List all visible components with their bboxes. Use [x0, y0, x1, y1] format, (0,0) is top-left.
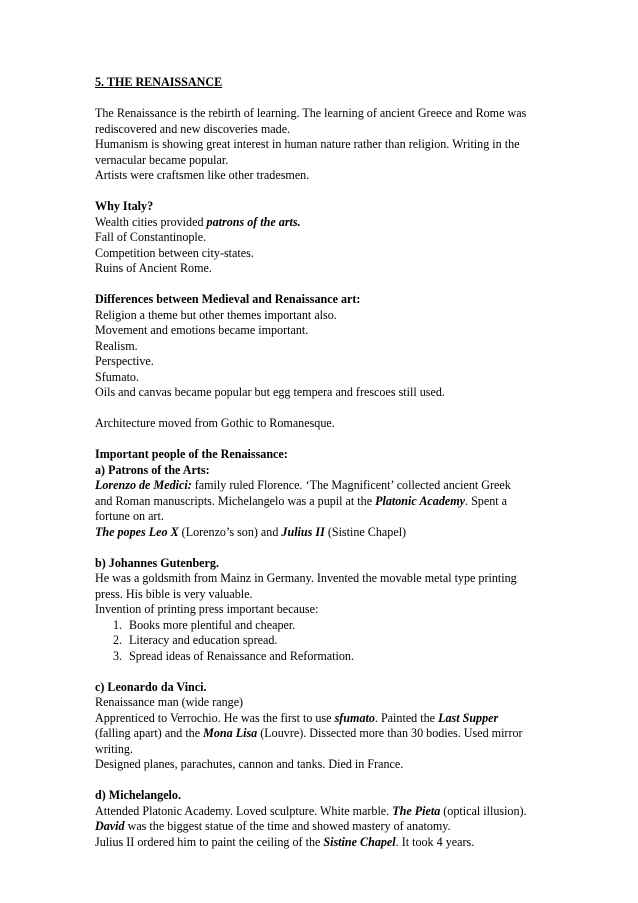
- patrons-emphasis: patrons of the arts.: [206, 214, 301, 229]
- patrons-line: [95, 525, 615, 541]
- list-text: Spread ideas of Renaissance and Reformation.: [129, 648, 355, 663]
- intro-line: Humanism is showing great interest in human nature rather than religion. Writing in the: [95, 137, 520, 151]
- differences-section: [95, 292, 615, 401]
- sistine-chapel: Sistine Chapel: [323, 834, 396, 849]
- why-italy-line: Competition between city-states.: [95, 245, 254, 260]
- list-text: Literacy and education spread.: [129, 633, 278, 647]
- david: David: [95, 819, 125, 833]
- popes-leo: The popes Leo X: [95, 524, 179, 539]
- intro-line: Artists were craftsmen like other tradesmen.: [95, 168, 310, 182]
- michelangelo-line: [95, 804, 615, 820]
- intro-line: vernacular became popular.: [95, 152, 229, 167]
- differences-item: Realism.: [95, 338, 138, 353]
- patrons-line: fortune on art.: [95, 509, 164, 523]
- page-title: 5. THE RENAISSANCE: [95, 75, 223, 89]
- michelangelo-heading: d) Michelangelo.: [95, 788, 181, 802]
- text-run: (Lorenzo’s son) and: [178, 524, 282, 539]
- michelangelo-line: [95, 835, 615, 851]
- why-italy-section: [95, 199, 615, 277]
- pieta: The Pieta: [392, 803, 441, 818]
- gutenberg-line: press. His bible is very valuable.: [95, 586, 253, 601]
- gutenberg-subsection: [95, 556, 615, 665]
- people-heading: Important people of the Renaissance:: [95, 447, 288, 461]
- printing-press-list: [95, 618, 615, 665]
- text-run: . It took 4 years.: [395, 834, 475, 849]
- michelangelo-line: [95, 819, 615, 835]
- why-italy-heading: Why Italy?: [95, 199, 154, 213]
- text-run: (Sistine Chapel): [324, 524, 407, 539]
- lorenzo-name: Lorenzo de Medici:: [95, 478, 192, 492]
- platonic-academy: Platonic Academy: [375, 493, 466, 508]
- text-run: was the biggest statue of the time and showed mastery of anatomy.: [124, 819, 451, 833]
- gutenberg-line: Invention of printing press important because:: [95, 602, 319, 616]
- text-run: (optical illusion).: [440, 803, 527, 818]
- leonardo-line: Designed planes, parachutes, cannon and tanks. Died in France.: [95, 757, 404, 771]
- intro-section: [95, 106, 615, 184]
- differences-item: Religion a theme but other themes important also.: [95, 307, 337, 322]
- leonardo-subsection: [95, 680, 615, 773]
- patrons-line: [95, 494, 615, 510]
- text-run: . Painted the: [374, 710, 439, 725]
- differences-item: Oils and canvas became popular but egg tempera and frescoes still used.: [95, 385, 445, 399]
- why-italy-line: [95, 215, 615, 231]
- patrons-subsection: [95, 463, 615, 541]
- why-italy-line: Fall of Constantinople.: [95, 230, 207, 244]
- leonardo-heading: c) Leonardo da Vinci.: [95, 679, 207, 694]
- text-run: and Roman manuscripts. Michelangelo was a pupil at the: [95, 493, 376, 508]
- differences-heading: Differences between Medieval and Renaissance art:: [95, 292, 361, 306]
- patrons-heading: a) Patrons of the Arts:: [95, 462, 210, 477]
- michelangelo-subsection: [95, 788, 615, 850]
- text-run: (falling apart) and the: [95, 726, 204, 740]
- sfumato-term: sfumato: [334, 710, 375, 725]
- leonardo-line: Renaissance man (wide range): [95, 695, 244, 709]
- text-run: Apprenticed to Verrochio. He was the first to use: [95, 710, 335, 725]
- patrons-line: [95, 478, 615, 494]
- leonardo-line: [95, 711, 615, 727]
- differences-item: Sfumato.: [95, 369, 140, 384]
- text-run: Attended Platonic Academy. Loved sculpture. White marble.: [95, 803, 393, 818]
- why-italy-line: Ruins of Ancient Rome.: [95, 261, 212, 275]
- list-number: 2.: [113, 633, 123, 647]
- differences-item: Movement and emotions became important.: [95, 323, 309, 337]
- list-text: Books more plentiful and cheaper.: [129, 617, 296, 632]
- julius-ii: Julius II: [281, 524, 325, 539]
- leonardo-line: writing.: [95, 741, 133, 756]
- list-item: [95, 633, 615, 649]
- mona-lisa: Mona Lisa: [203, 726, 258, 740]
- document-page: [95, 75, 615, 850]
- gutenberg-heading: b) Johannes Gutenberg.: [95, 555, 219, 570]
- text-run: Julius II ordered him to paint the ceiling of the: [95, 834, 324, 849]
- text-run: . Spent a: [465, 493, 508, 508]
- architecture-line: Architecture moved from Gothic to Romanesque.: [95, 416, 335, 430]
- text-run: (Louvre). Dissected more than 30 bodies. Used mirror: [257, 726, 523, 740]
- people-section: [95, 447, 615, 850]
- gutenberg-line: He was a goldsmith from Mainz in Germany. Invented the movable metal type printing: [95, 571, 517, 585]
- text-run: family ruled Florence. ‘The Magnificent’ collected ancient Greek: [191, 478, 511, 492]
- intro-line: The Renaissance is the rebirth of learning. The learning of ancient Greece and Rome was: [95, 106, 527, 120]
- list-number: 1.: [113, 617, 123, 632]
- last-supper: Last Supper: [438, 710, 499, 725]
- list-item: [95, 618, 615, 634]
- differences-item: Perspective.: [95, 354, 154, 368]
- leonardo-line: [95, 726, 615, 742]
- intro-line: rediscovered and new discoveries made.: [95, 121, 291, 136]
- text-run: Wealth cities provided: [95, 214, 207, 229]
- list-number: 3.: [113, 648, 123, 663]
- list-item: [95, 649, 615, 665]
